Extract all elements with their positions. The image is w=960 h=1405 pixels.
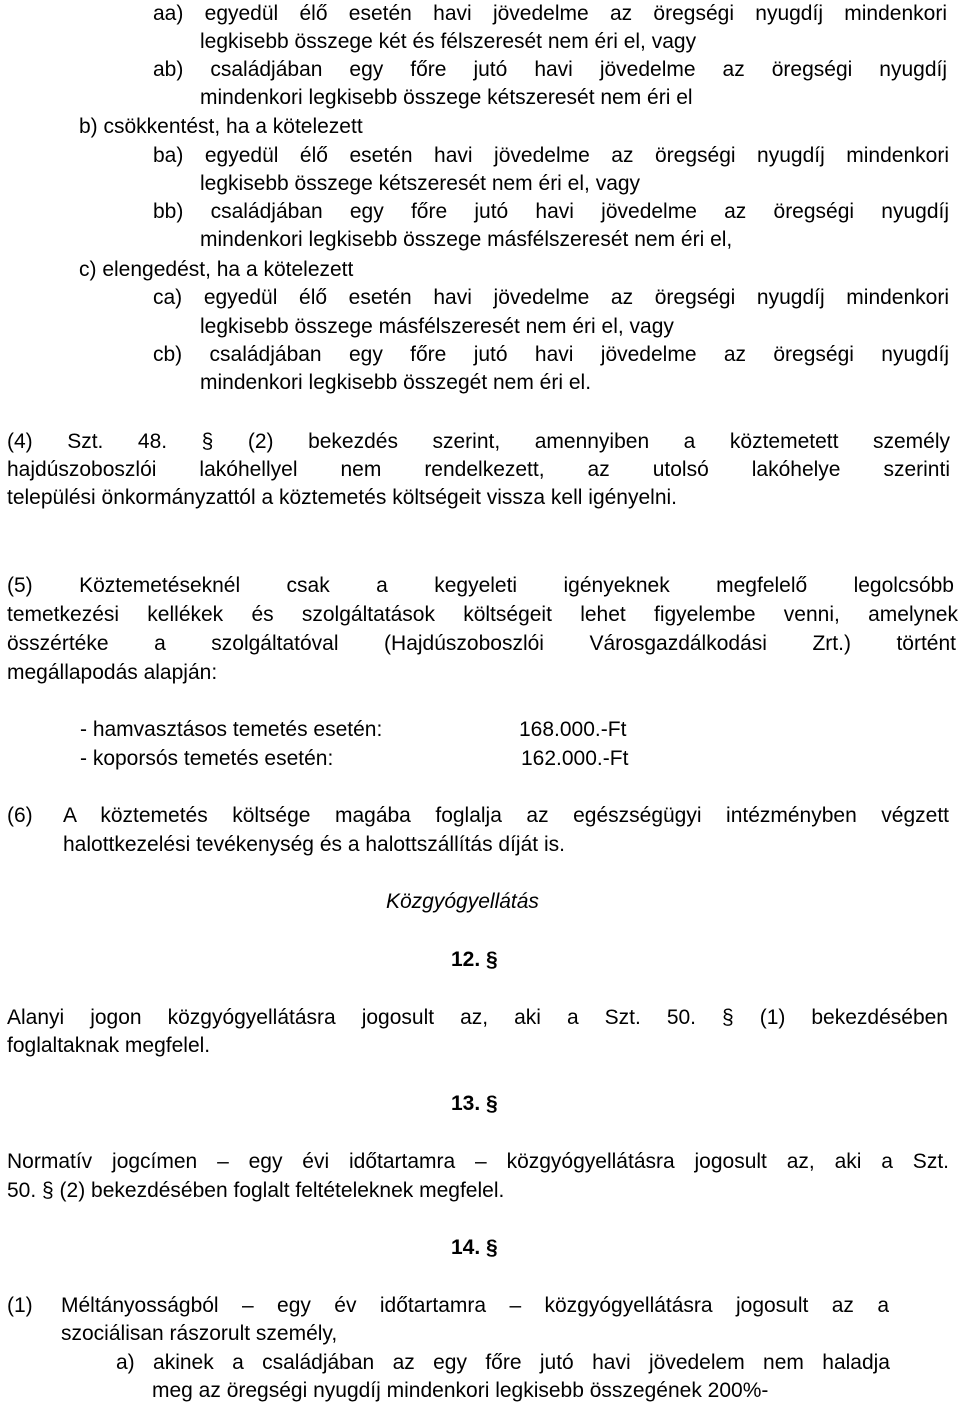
text-line: hajdúszoboszlói lakóhellyel nem rendelkezett, az utolsó lakóhelye szerinti (7, 458, 950, 481)
text-line: meg az öregségi nyugdíj mindenkori legkisebb összegének 200%- (152, 1379, 769, 1402)
text-line: ab) családjában egy főre jutó havi jövedelme az öregségi nyugdíj (153, 58, 947, 81)
text-line: mindenkori legkisebb összegét nem éri el. (200, 371, 592, 394)
paragraph-number: (6) (7, 804, 33, 827)
text-line: aa) egyedül élő esetén havi jövedelme az öregségi nyugdíj mindenkori (153, 2, 947, 25)
section-title: Közgyógyellátás (386, 890, 539, 913)
text-line: legkisebb összege másfélszeresét nem éri el, vagy (200, 315, 674, 338)
text-line: megállapodás alapján: (7, 661, 218, 684)
paragraph-heading: 12. § (451, 948, 498, 971)
text-line: mindenkori legkisebb összege másfélszeresét nem éri el, (200, 228, 733, 251)
text-line: (5) Köztemetéseknél csak a kegyeleti igényeknek megfelelő legolcsóbb (7, 574, 954, 597)
text-line: 50. § (2) bekezdésében foglalt feltételeknek megfelel. (7, 1179, 505, 1202)
text-line: Normatív jogcímen – egy évi időtartamra – közgyógyellátásra jogosult az, aki a Szt. (7, 1150, 949, 1173)
text-line: legkisebb összege kétszeresét nem éri el, vagy (200, 172, 641, 195)
text-line: szociálisan rászorult személy, (61, 1322, 338, 1345)
text-line: halottkezelési tevékenység és a halottszállítás díját is. (63, 833, 565, 856)
cost-amount: 168.000.-Ft (519, 718, 627, 741)
text-line: foglaltaknak megfelel. (7, 1034, 211, 1057)
cost-label: - hamvasztásos temetés esetén: (80, 718, 383, 741)
text-line: települési önkormányzattól a köztemetés költségeit vissza kell igényelni. (7, 486, 678, 509)
text-line: c) elengedést, ha a kötelezett (79, 258, 354, 281)
cost-label: - koporsós temetés esetén: (80, 747, 334, 770)
text-line: összértéke a szolgáltatóval (Hajdúszoboszlói Városgazdálkodási Zrt.) történt (7, 632, 956, 655)
text-line: Méltányosságból – egy év időtartamra – közgyógyellátásra jogosult az a (61, 1294, 889, 1317)
paragraph-heading: 13. § (451, 1092, 498, 1115)
paragraph-number: (1) (7, 1294, 33, 1317)
text-line: bb) családjában egy főre jutó havi jövedelme az öregségi nyugdíj (153, 200, 949, 223)
text-line: ba) egyedül élő esetén havi jövedelme az öregségi nyugdíj mindenkori (153, 144, 949, 167)
text-line: ca) egyedül élő esetén havi jövedelme az öregségi nyugdíj mindenkori (153, 286, 949, 309)
text-line: A köztemetés költsége magába foglalja az egészségügyi intézményben végzett (63, 804, 949, 827)
paragraph-heading: 14. § (451, 1236, 498, 1259)
text-line: b) csökkentést, ha a kötelezett (79, 115, 363, 138)
text-line: a) akinek a családjában az egy főre jutó havi jövedelem nem haladja (116, 1351, 890, 1374)
text-line: legkisebb összege két és félszeresét nem éri el, vagy (200, 30, 697, 53)
text-line: cb) családjában egy főre jutó havi jövedelme az öregségi nyugdíj (153, 343, 949, 366)
text-line: mindenkori legkisebb összege kétszeresét nem éri el (200, 86, 693, 109)
cost-amount: 162.000.-Ft (521, 747, 629, 770)
text-line: Alanyi jogon közgyógyellátásra jogosult az, aki a Szt. 50. § (1) bekezdésében (7, 1006, 948, 1029)
text-line: temetkezési kellékek és szolgáltatások költségeit lehet figyelembe venni, amelynek (7, 603, 958, 626)
text-line: (4) Szt. 48. § (2) bekezdés szerint, amennyiben a köztemetett személy (7, 430, 950, 453)
